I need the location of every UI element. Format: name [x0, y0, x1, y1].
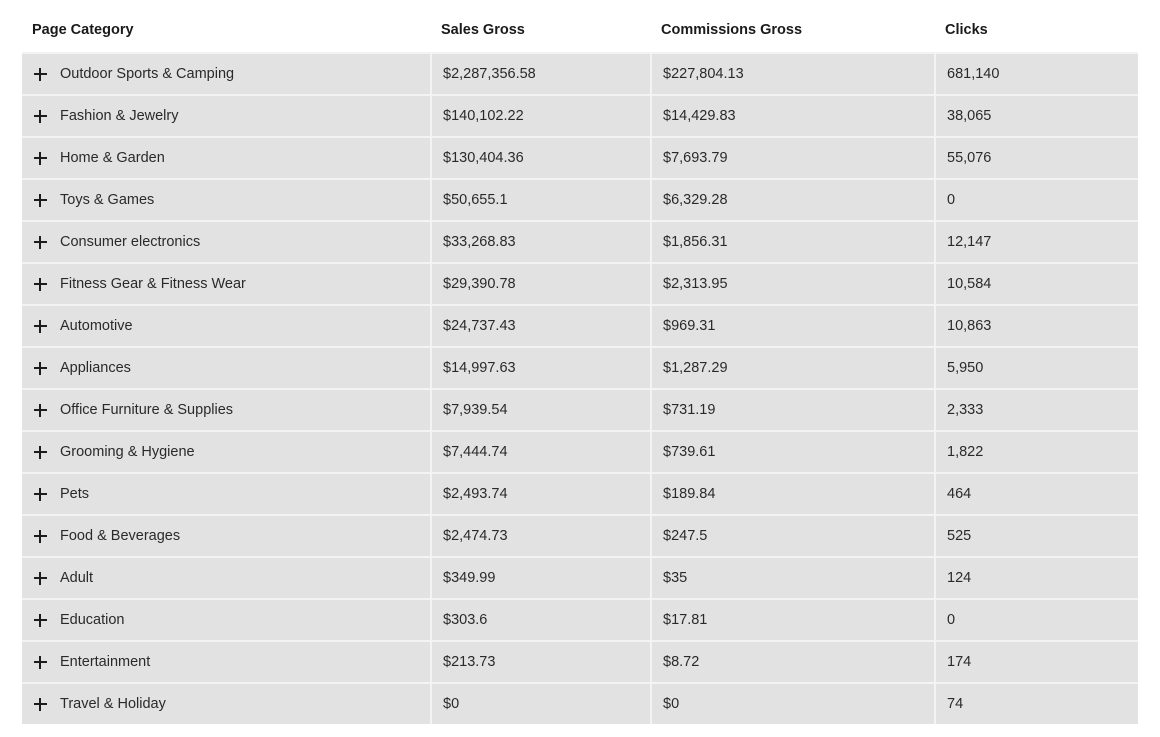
- table-row[interactable]: [22, 599, 1138, 641]
- cell-page-category: [22, 263, 431, 305]
- table-row[interactable]: [22, 95, 1138, 137]
- cell-page-category: [22, 347, 431, 389]
- cell-clicks: 525: [935, 515, 1138, 557]
- header-clicks[interactable]: Clicks: [935, 8, 1138, 53]
- header-sales-gross[interactable]: Sales Gross: [431, 8, 651, 53]
- cell-sales-gross: $50,655.1: [431, 179, 651, 221]
- cell-page-category: [22, 137, 431, 179]
- category-cell-content: [32, 486, 419, 502]
- category-cell-content: [32, 318, 419, 334]
- category-cell-content: [32, 66, 419, 82]
- cell-commissions-gross: $2,313.95: [651, 263, 935, 305]
- category-label: Fitness Gear & Fitness Wear: [60, 276, 246, 292]
- cell-commissions-gross: $35: [651, 557, 935, 599]
- expand-plus-icon[interactable]: [32, 444, 48, 460]
- cell-page-category: [22, 221, 431, 263]
- cell-commissions-gross: $6,329.28: [651, 179, 935, 221]
- expand-plus-icon[interactable]: [32, 402, 48, 418]
- cell-clicks: 0: [935, 599, 1138, 641]
- category-cell-content: [32, 150, 419, 166]
- cell-sales-gross: $140,102.22: [431, 95, 651, 137]
- cell-clicks: 0: [935, 179, 1138, 221]
- cell-sales-gross: $7,444.74: [431, 431, 651, 473]
- expand-plus-icon[interactable]: [32, 276, 48, 292]
- cell-page-category: [22, 473, 431, 515]
- cell-commissions-gross: $227,804.13: [651, 53, 935, 95]
- category-label: Toys & Games: [60, 192, 155, 208]
- cell-clicks: 2,333: [935, 389, 1138, 431]
- category-label: Pets: [60, 486, 90, 502]
- category-cell-content: [32, 696, 419, 712]
- cell-commissions-gross: $0: [651, 683, 935, 724]
- table-row[interactable]: [22, 179, 1138, 221]
- table-row[interactable]: [22, 305, 1138, 347]
- cell-page-category: [22, 557, 431, 599]
- category-cell-content: [32, 234, 419, 250]
- expand-plus-icon[interactable]: [32, 360, 48, 376]
- expand-plus-icon[interactable]: [32, 66, 48, 82]
- category-cell-content: [32, 360, 419, 376]
- category-label: Office Furniture & Supplies: [60, 402, 234, 418]
- category-cell-content: [32, 108, 419, 124]
- cell-page-category: [22, 95, 431, 137]
- category-label: Consumer electronics: [60, 234, 201, 250]
- table-row[interactable]: [22, 347, 1138, 389]
- cell-page-category: [22, 53, 431, 95]
- expand-plus-icon[interactable]: [32, 696, 48, 712]
- expand-plus-icon[interactable]: [32, 318, 48, 334]
- category-label: Education: [60, 612, 125, 628]
- category-cell-content: [32, 528, 419, 544]
- cell-page-category: [22, 431, 431, 473]
- expand-plus-icon[interactable]: [32, 108, 48, 124]
- cell-page-category: [22, 179, 431, 221]
- cell-sales-gross: $33,268.83: [431, 221, 651, 263]
- category-label: Appliances: [60, 360, 131, 376]
- cell-clicks: 12,147: [935, 221, 1138, 263]
- cell-sales-gross: $14,997.63: [431, 347, 651, 389]
- cell-clicks: 464: [935, 473, 1138, 515]
- expand-plus-icon[interactable]: [32, 192, 48, 208]
- cell-page-category: [22, 599, 431, 641]
- cell-sales-gross: $130,404.36: [431, 137, 651, 179]
- cell-page-category: [22, 641, 431, 683]
- cell-commissions-gross: $189.84: [651, 473, 935, 515]
- cell-clicks: 5,950: [935, 347, 1138, 389]
- cell-sales-gross: $213.73: [431, 641, 651, 683]
- cell-clicks: 55,076: [935, 137, 1138, 179]
- table-row[interactable]: [22, 221, 1138, 263]
- table-row[interactable]: [22, 515, 1138, 557]
- category-cell-content: [32, 402, 419, 418]
- category-cell-content: [32, 276, 419, 292]
- cell-commissions-gross: $1,287.29: [651, 347, 935, 389]
- expand-plus-icon[interactable]: [32, 528, 48, 544]
- category-label: Travel & Holiday: [60, 696, 166, 712]
- category-report-table-container: [22, 8, 1138, 724]
- table-row[interactable]: [22, 137, 1138, 179]
- table-row[interactable]: [22, 431, 1138, 473]
- cell-commissions-gross: $7,693.79: [651, 137, 935, 179]
- category-label: Home & Garden: [60, 150, 165, 166]
- expand-plus-icon[interactable]: [32, 654, 48, 670]
- cell-clicks: 681,140: [935, 53, 1138, 95]
- table-row[interactable]: [22, 263, 1138, 305]
- category-label: Automotive: [60, 318, 133, 334]
- header-commissions-gross[interactable]: Commissions Gross: [651, 8, 935, 53]
- cell-commissions-gross: $739.61: [651, 431, 935, 473]
- header-page-category[interactable]: Page Category: [22, 8, 431, 53]
- expand-plus-icon[interactable]: [32, 486, 48, 502]
- cell-sales-gross: $7,939.54: [431, 389, 651, 431]
- cell-commissions-gross: $14,429.83: [651, 95, 935, 137]
- cell-commissions-gross: $731.19: [651, 389, 935, 431]
- cell-page-category: [22, 515, 431, 557]
- cell-clicks: 1,822: [935, 431, 1138, 473]
- category-label: Grooming & Hygiene: [60, 444, 195, 460]
- cell-sales-gross: $303.6: [431, 599, 651, 641]
- table-row[interactable]: [22, 389, 1138, 431]
- cell-page-category: [22, 305, 431, 347]
- cell-commissions-gross: $8.72: [651, 641, 935, 683]
- cell-clicks: 74: [935, 683, 1138, 724]
- category-cell-content: [32, 612, 419, 628]
- category-label: Entertainment: [60, 654, 151, 670]
- expand-plus-icon[interactable]: [32, 150, 48, 166]
- table-row[interactable]: [22, 683, 1138, 724]
- cell-sales-gross: $24,737.43: [431, 305, 651, 347]
- cell-clicks: 10,863: [935, 305, 1138, 347]
- expand-plus-icon[interactable]: [32, 570, 48, 586]
- table-row[interactable]: [22, 557, 1138, 599]
- category-cell-content: [32, 654, 419, 670]
- table-row[interactable]: [22, 473, 1138, 515]
- cell-sales-gross: $349.99: [431, 557, 651, 599]
- cell-sales-gross: $29,390.78: [431, 263, 651, 305]
- category-cell-content: [32, 570, 419, 586]
- table-body: [22, 53, 1138, 724]
- category-label: Fashion & Jewelry: [60, 108, 179, 124]
- cell-sales-gross: $2,493.74: [431, 473, 651, 515]
- cell-sales-gross: $2,474.73: [431, 515, 651, 557]
- cell-page-category: [22, 683, 431, 724]
- cell-clicks: 38,065: [935, 95, 1138, 137]
- cell-sales-gross: $2,287,356.58: [431, 53, 651, 95]
- category-label: Outdoor Sports & Camping: [60, 66, 235, 82]
- category-cell-content: [32, 192, 419, 208]
- table-row[interactable]: [22, 641, 1138, 683]
- cell-commissions-gross: $17.81: [651, 599, 935, 641]
- cell-clicks: 174: [935, 641, 1138, 683]
- cell-commissions-gross: $969.31: [651, 305, 935, 347]
- expand-plus-icon[interactable]: [32, 234, 48, 250]
- table-header: [22, 8, 1138, 53]
- category-report-table: [22, 8, 1138, 724]
- cell-clicks: 10,584: [935, 263, 1138, 305]
- cell-commissions-gross: $1,856.31: [651, 221, 935, 263]
- category-label: Food & Beverages: [60, 528, 181, 544]
- cell-clicks: 124: [935, 557, 1138, 599]
- cell-commissions-gross: $247.5: [651, 515, 935, 557]
- table-row[interactable]: [22, 53, 1138, 95]
- category-cell-content: [32, 444, 419, 460]
- category-label: Adult: [60, 570, 94, 586]
- header-row: [22, 8, 1138, 53]
- cell-page-category: [22, 389, 431, 431]
- expand-plus-icon[interactable]: [32, 612, 48, 628]
- cell-sales-gross: $0: [431, 683, 651, 724]
